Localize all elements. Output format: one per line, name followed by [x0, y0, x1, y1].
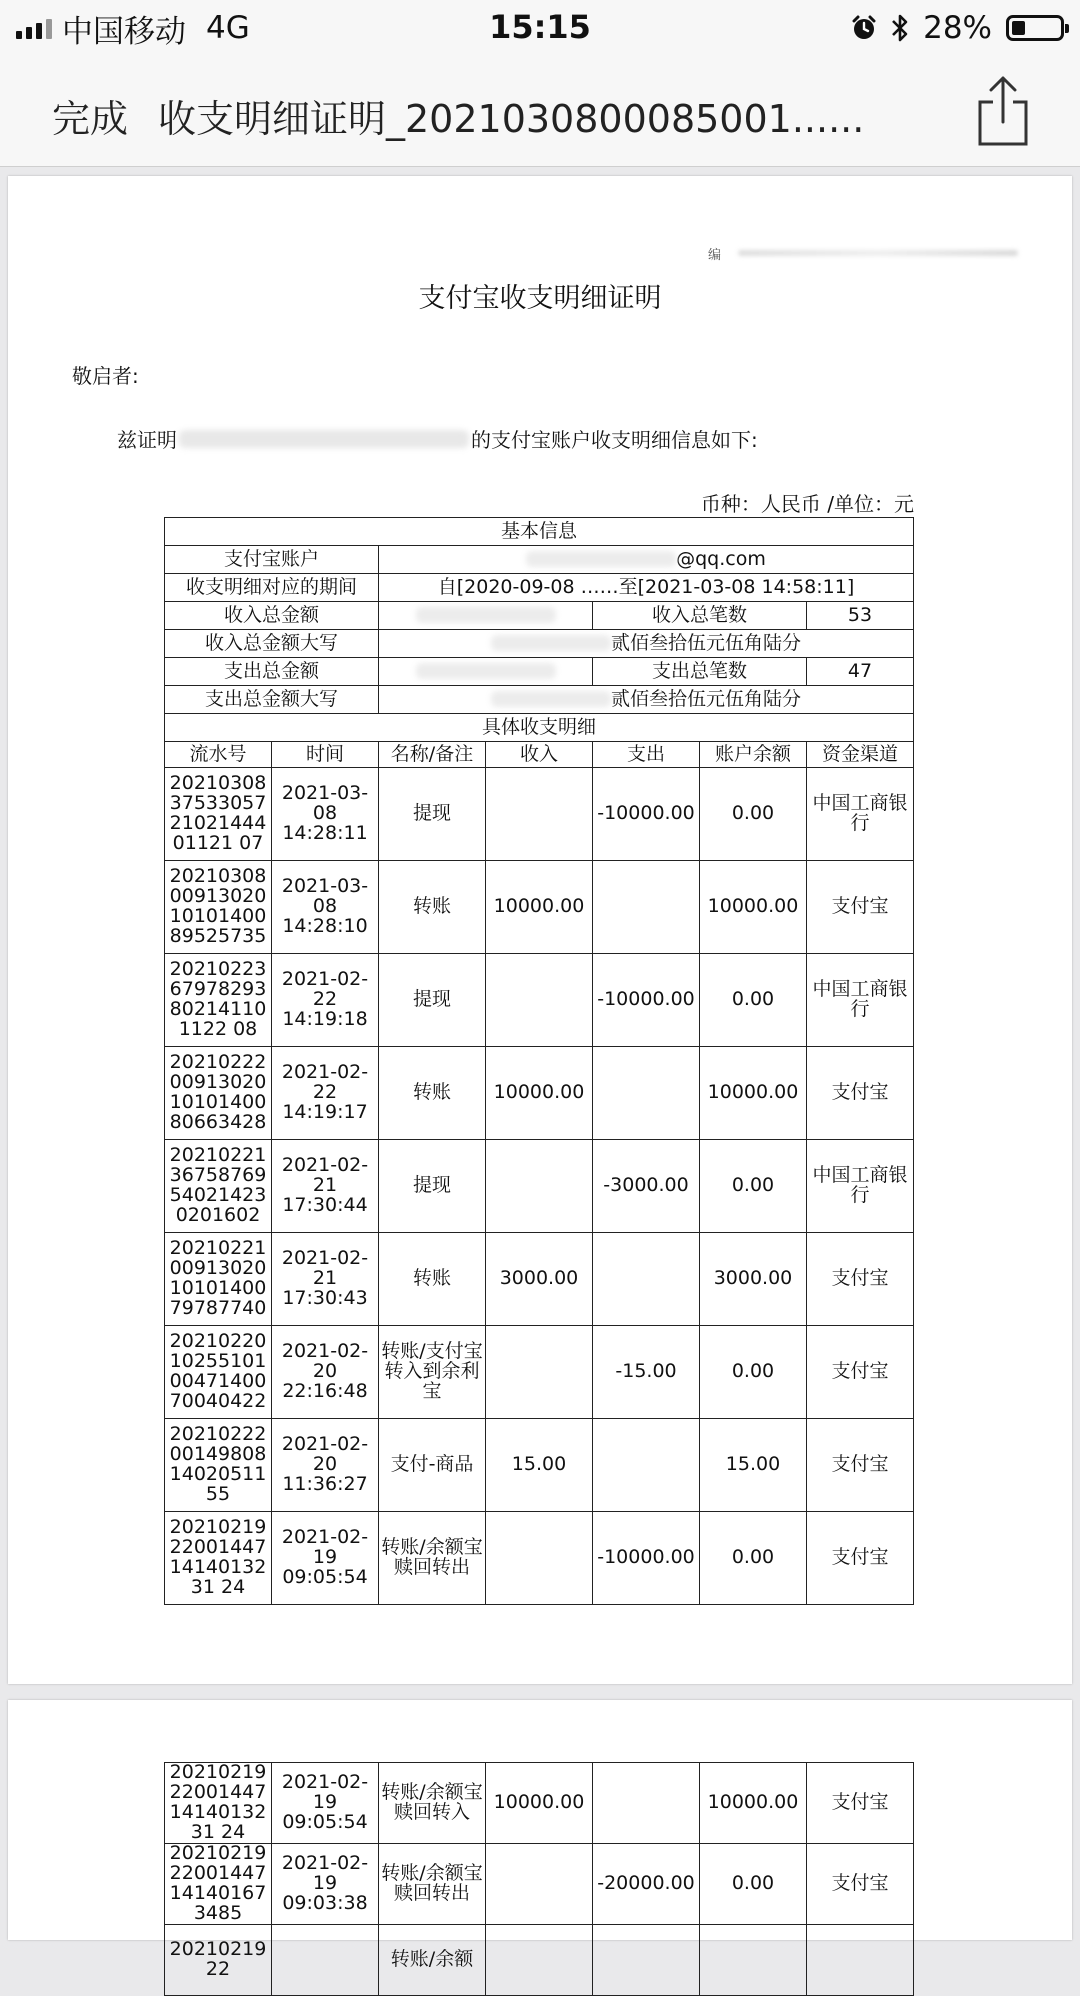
row-expense — [593, 1047, 700, 1140]
row-expense: -3000.00 — [593, 1140, 700, 1233]
statement-table-continued — [164, 1762, 914, 1996]
expense-words-label: 支出总金额大写 — [165, 686, 379, 714]
row-memo: 转账/支付宝转入到余利宝 — [379, 1326, 486, 1419]
statement-table — [164, 517, 914, 1605]
row-income: 10000.00 — [486, 1763, 593, 1844]
table-row — [165, 1047, 914, 1140]
salutation: 敬启者: — [72, 364, 139, 388]
battery-fill — [1012, 21, 1025, 35]
expense-total-redacted — [416, 663, 556, 679]
income-total-label: 收入总金额 — [165, 602, 379, 630]
row-balance: 0.00 — [700, 1512, 807, 1605]
intro-text — [117, 424, 758, 453]
document-page-1 — [8, 176, 1072, 1684]
row-income — [486, 1843, 593, 1924]
row-date: 2021-02-21 — [281, 1154, 369, 1197]
row-channel: 中国工商银行 — [807, 954, 914, 1047]
row-expense — [593, 1924, 700, 1995]
row-clock: 09:03:38 — [282, 1891, 368, 1914]
alarm-icon — [851, 15, 877, 41]
account-cell — [379, 546, 914, 574]
basic-info-heading: 基本信息 — [165, 518, 914, 546]
income-words-value: 贰佰叁拾伍元伍角陆分 — [610, 631, 801, 654]
share-icon[interactable] — [976, 74, 1030, 148]
table-row — [165, 1843, 914, 1924]
status-bar — [0, 0, 1080, 56]
row-serial: 202102192200144714140132 31 24 — [165, 1763, 272, 1844]
expense-count-value: 47 — [807, 658, 914, 686]
details-rows-continued — [165, 1763, 914, 1996]
income-total-redacted — [416, 607, 556, 623]
header-balance: 账户余额 — [700, 742, 807, 768]
document-title: 支付宝收支明细证明 — [418, 283, 662, 314]
row-date: 2021-02-22 — [281, 968, 369, 1011]
clock: 15:15 — [489, 8, 591, 46]
row-time — [272, 1419, 379, 1512]
header-channel: 资金渠道 — [807, 742, 914, 768]
row-memo: 转账/余额宝赎回转出 — [379, 1512, 486, 1605]
row-expense: -10000.00 — [593, 1512, 700, 1605]
income-count-value: 53 — [807, 602, 914, 630]
row-channel: 支付宝 — [807, 1047, 914, 1140]
row-memo: 转账 — [379, 861, 486, 954]
row-serial: 2021022136758769540214230201602 — [165, 1140, 272, 1233]
table-row — [165, 1233, 914, 1326]
carrier-label: 中国移动 — [62, 13, 186, 50]
row-date: 2021-03-08 — [281, 782, 369, 825]
row-channel: 中国工商银行 — [807, 1140, 914, 1233]
income-words-redacted — [491, 635, 611, 651]
row-clock: 22:16:48 — [282, 1379, 368, 1402]
row-channel: 支付宝 — [807, 1233, 914, 1326]
row-channel: 支付宝 — [807, 1843, 914, 1924]
row-income — [486, 1512, 593, 1605]
row-date: 2021-02-19 — [281, 1851, 369, 1894]
table-row — [165, 1326, 914, 1419]
row-memo: 提现 — [379, 954, 486, 1047]
row-income — [486, 1140, 593, 1233]
row-income — [486, 954, 593, 1047]
details-header-row — [165, 742, 914, 768]
currency-note: 币种：人民币 /单位：元 — [700, 492, 914, 516]
battery-percent: 28% — [923, 10, 992, 46]
row-expense — [593, 1763, 700, 1844]
row-balance: 0.00 — [700, 1326, 807, 1419]
row-date: 2021-02-21 — [281, 1247, 369, 1290]
expense-words-cell — [379, 686, 914, 714]
row-clock: 09:05:54 — [282, 1565, 368, 1588]
row-channel: 支付宝 — [807, 1512, 914, 1605]
row-balance: 0.00 — [700, 954, 807, 1047]
row-clock: 14:28:10 — [282, 914, 368, 937]
header-serial: 流水号 — [165, 742, 272, 768]
row-time — [272, 1140, 379, 1233]
expense-count-label: 支出总笔数 — [593, 658, 807, 686]
row-income: 10000.00 — [486, 1047, 593, 1140]
row-expense: -20000.00 — [593, 1843, 700, 1924]
row-memo: 转账/余额 — [379, 1924, 486, 1995]
header-memo: 名称/备注 — [379, 742, 486, 768]
row-expense — [593, 861, 700, 954]
row-income — [486, 1924, 593, 1995]
table-row — [165, 954, 914, 1047]
network-label: 4G — [206, 10, 250, 46]
row-income: 10000.00 — [486, 861, 593, 954]
row-balance: 0.00 — [700, 1843, 807, 1924]
row-time — [272, 1233, 379, 1326]
row-balance: 10000.00 — [700, 1763, 807, 1844]
row-memo: 提现 — [379, 768, 486, 861]
income-total-value — [379, 602, 593, 630]
header-expense: 支出 — [593, 742, 700, 768]
row-serial: 202102192200144714140132 31 24 — [165, 1512, 272, 1605]
expense-total-value — [379, 658, 593, 686]
row-date: 2021-02-19 — [281, 1526, 369, 1569]
row-serial: 20210221009130201010140079787740 — [165, 1233, 272, 1326]
done-button[interactable]: 完成 — [52, 97, 129, 141]
row-serial: 20210220102551010047140070040422 — [165, 1326, 272, 1419]
table-row — [165, 1763, 914, 1844]
account-label: 支付宝账户 — [165, 546, 379, 574]
row-serial: 20210308375330572102144401121 07 — [165, 768, 272, 861]
row-date: 2021-03-08 — [281, 875, 369, 918]
row-expense: -10000.00 — [593, 954, 700, 1047]
row-income — [486, 1326, 593, 1419]
serial-number-label: 编 — [708, 248, 722, 263]
details-rows — [165, 768, 914, 1605]
row-serial: 2021022367978293802141101122 08 — [165, 954, 272, 1047]
table-row — [165, 861, 914, 954]
row-clock: 17:30:44 — [282, 1193, 368, 1216]
row-channel — [807, 1924, 914, 1995]
row-time — [272, 1047, 379, 1140]
table-row — [165, 768, 914, 861]
row-time — [272, 1924, 379, 1995]
row-serial: 20210222009130201010140080663428 — [165, 1047, 272, 1140]
row-date: 2021-02-19 — [281, 1770, 369, 1813]
serial-number-redacted — [738, 250, 1018, 256]
expense-total-label: 支出总金额 — [165, 658, 379, 686]
table-row — [165, 1140, 914, 1233]
row-balance: 0.00 — [700, 768, 807, 861]
row-balance: 15.00 — [700, 1419, 807, 1512]
row-memo: 转账 — [379, 1047, 486, 1140]
row-clock: 14:28:11 — [282, 821, 368, 844]
row-clock: 14:19:18 — [282, 1007, 368, 1030]
period-value: 自[2020-09-08 ……至[2021-03-08 14:58:11] — [379, 574, 914, 602]
redacted-name — [179, 430, 469, 448]
row-channel: 支付宝 — [807, 861, 914, 954]
row-time — [272, 1512, 379, 1605]
row-serial: 202102220014980814020511 55 — [165, 1419, 272, 1512]
row-balance: 0.00 — [700, 1140, 807, 1233]
nav-bar — [0, 56, 1080, 167]
row-channel: 支付宝 — [807, 1763, 914, 1844]
table-row — [165, 1419, 914, 1512]
row-balance: 3000.00 — [700, 1233, 807, 1326]
row-serial: 2021021922001447141401673485 — [165, 1843, 272, 1924]
battery-icon — [1006, 15, 1064, 41]
income-count-label: 收入总笔数 — [593, 602, 807, 630]
header-time: 时间 — [272, 742, 379, 768]
bluetooth-icon — [891, 13, 909, 43]
income-words-label: 收入总金额大写 — [165, 630, 379, 658]
header-income: 收入 — [486, 742, 593, 768]
status-right — [851, 8, 1064, 48]
row-date: 2021-02-20 — [281, 1433, 369, 1476]
row-serial: 20210308009130201010140089525735 — [165, 861, 272, 954]
row-expense: -10000.00 — [593, 768, 700, 861]
row-time — [272, 1843, 379, 1924]
details-heading: 具体收支明细 — [165, 714, 914, 742]
account-value: @qq.com — [676, 547, 766, 570]
row-memo: 支付-商品 — [379, 1419, 486, 1512]
row-channel: 中国工商银行 — [807, 768, 914, 861]
row-expense — [593, 1233, 700, 1326]
row-memo: 转账 — [379, 1233, 486, 1326]
row-serial: 2021021922 — [165, 1924, 272, 1995]
row-income — [486, 768, 593, 861]
row-clock: 14:19:17 — [282, 1100, 368, 1123]
row-income: 3000.00 — [486, 1233, 593, 1326]
row-time — [272, 768, 379, 861]
expense-words-redacted — [491, 691, 611, 707]
row-time — [272, 1763, 379, 1844]
file-title: 收支明细证明_2021030800085001...... — [158, 97, 865, 141]
row-balance — [700, 1924, 807, 1995]
row-memo: 转账/余额宝赎回转出 — [379, 1843, 486, 1924]
row-income: 15.00 — [486, 1419, 593, 1512]
intro-prefix: 兹证明 — [117, 428, 177, 452]
row-channel: 支付宝 — [807, 1419, 914, 1512]
row-expense — [593, 1419, 700, 1512]
row-memo: 提现 — [379, 1140, 486, 1233]
intro-suffix: 的支付宝账户收支明细信息如下: — [471, 428, 758, 452]
income-words-cell — [379, 630, 914, 658]
period-label: 收支明细对应的期间 — [165, 574, 379, 602]
row-channel: 支付宝 — [807, 1326, 914, 1419]
row-clock: 17:30:43 — [282, 1286, 368, 1309]
row-time — [272, 861, 379, 954]
account-redacted — [526, 551, 676, 567]
row-date: 2021-02-20 — [281, 1340, 369, 1383]
row-balance: 10000.00 — [700, 861, 807, 954]
table-row — [165, 1924, 914, 1995]
expense-words-value: 贰佰叁拾伍元伍角陆分 — [610, 687, 801, 710]
row-balance: 10000.00 — [700, 1047, 807, 1140]
row-clock: 11:36:27 — [282, 1472, 368, 1495]
row-time — [272, 1326, 379, 1419]
table-row — [165, 1512, 914, 1605]
row-time — [272, 954, 379, 1047]
row-clock: 09:05:54 — [282, 1810, 368, 1833]
row-memo: 转账/余额宝赎回转入 — [379, 1763, 486, 1844]
row-expense: -15.00 — [593, 1326, 700, 1419]
document-page-2 — [8, 1700, 1072, 1980]
row-date: 2021-02-22 — [281, 1061, 369, 1104]
